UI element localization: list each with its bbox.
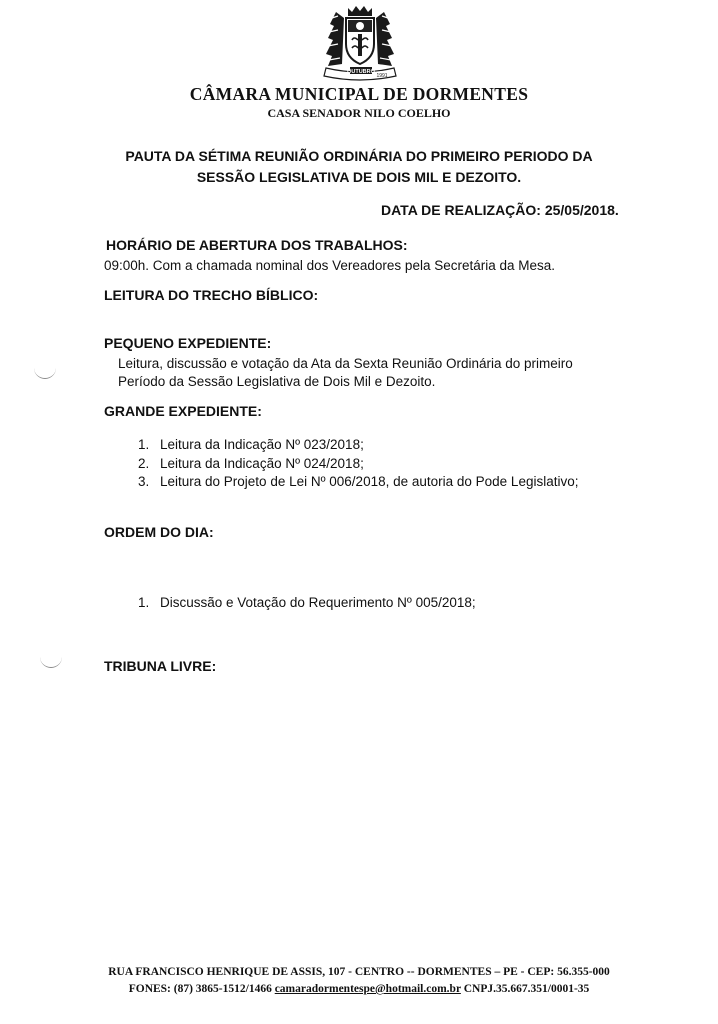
list-item	[138, 595, 476, 610]
agenda-title-line1: PAUTA DA SÉTIMA REUNIÃO ORDINÁRIA DO PRIMEIRO PERIODO DA	[125, 148, 593, 164]
text-pequeno-expediente-line2: Período da Sessão Legislativa de Dois Mil e Dezoito.	[118, 374, 436, 389]
list-item	[138, 456, 364, 471]
list-item-text: Discussão e Votação do Requerimento Nº 005/2018;	[160, 595, 476, 610]
footer-cnpj: CNPJ.35.667.351/0001-35	[460, 983, 590, 995]
footer-address: RUA FRANCISCO HENRIQUE DE ASSIS, 107 - CENTRO -- DORMENTES – PE - CEP: 56.355-000	[108, 966, 610, 978]
list-item-text: Leitura do Projeto de Lei Nº 006/2018, de autoria do Pode Legislativo;	[160, 474, 579, 489]
list-item-text: Leitura da Indicação Nº 024/2018;	[160, 456, 364, 471]
crest-ribbon-text: OUTUBRO	[347, 69, 375, 75]
list-item-number: 3.	[138, 474, 150, 489]
list-item	[138, 474, 578, 489]
list-item-text: Leitura da Indicação Nº 023/2018;	[160, 437, 364, 452]
footer-email-link[interactable]: camaradormentespe@hotmail.com.br	[274, 983, 461, 995]
text-abertura: 09:00h. Com a chamada nominal dos Vereadores pela Secretária da Mesa.	[104, 258, 556, 273]
heading-tribuna-livre: TRIBUNA LIVRE:	[104, 658, 217, 674]
footer-phones: FONES: (87) 3865-1512/1466	[128, 983, 275, 995]
chamber-name: CÂMARA MUNICIPAL DE DORMENTES	[189, 84, 529, 104]
agenda-title-line2: SESSÃO LEGISLATIVA DE DOIS MIL E DEZOITO.	[196, 169, 522, 185]
heading-abertura: HORÁRIO DE ABERTURA DOS TRABALHOS:	[106, 237, 408, 253]
house-name: CASA SENADOR NILO COELHO	[267, 106, 451, 120]
crest-year-text: 1991	[376, 73, 388, 79]
footer-contact	[0, 983, 718, 995]
text-pequeno-expediente-line1: Leitura, discussão e votação da Ata da Sexta Reunião Ordinária do primeiro	[118, 356, 573, 371]
heading-grande-expediente: GRANDE EXPEDIENTE:	[104, 403, 262, 419]
heading-leitura-biblica: LEITURA DO TRECHO BÍBLICO:	[104, 287, 319, 303]
list-item-number: 2.	[138, 456, 150, 471]
list-item-number: 1.	[138, 595, 150, 610]
heading-pequeno-expediente: PEQUENO EXPEDIENTE:	[104, 335, 272, 351]
binder-hole-mark	[40, 655, 62, 668]
binder-hole-mark	[34, 366, 56, 379]
list-item-number: 1.	[138, 437, 150, 452]
meeting-date: DATA DE REALIZAÇÃO: 25/05/2018.	[381, 202, 619, 218]
municipal-crest-logo	[318, 4, 402, 82]
list-item	[138, 437, 364, 452]
heading-ordem-do-dia: ORDEM DO DIA:	[104, 524, 214, 540]
